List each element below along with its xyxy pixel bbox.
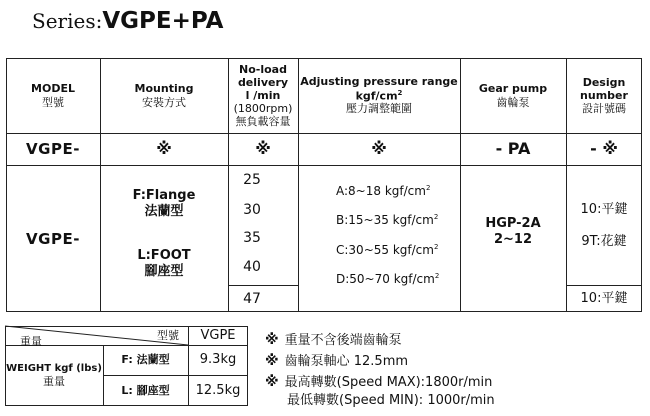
weight-row-label: WEIGHT kgf (lbs) 重量	[6, 362, 102, 388]
code-gear-pump: - PA	[495, 139, 531, 159]
weight-foot-label: L: 腳座型	[121, 383, 170, 397]
note-mark: ※	[265, 353, 279, 369]
weight-corner-weight: 重量	[20, 335, 42, 348]
delivery-value: 40	[243, 258, 261, 275]
mounting-flange: F:Flange 法蘭型	[132, 188, 196, 219]
series-model: VGPE+PA	[102, 8, 224, 34]
weight-flange-value: 9.3kg	[199, 352, 237, 368]
header-pressure: Adjusting pressure range kgf/$cm^2$ 壓力調整範圍	[300, 75, 458, 116]
delivery-value: 25	[243, 171, 261, 188]
note-line: ※ 重量不含後端齒輪泵	[265, 332, 402, 348]
code-model: VGPE-	[26, 140, 80, 158]
weight-foot-value: 12.5kg	[195, 382, 241, 398]
code-pressure: ※	[371, 139, 387, 159]
mounting-foot: L:FOOT 腳座型	[137, 248, 191, 279]
note-mark: ※	[265, 332, 279, 348]
header-gear-pump: Gear pump 齒輪泵	[478, 82, 548, 109]
delivery-value: 35	[243, 229, 261, 246]
pressure-range: A:8~18 kgf/$cm^2$	[336, 184, 431, 198]
gear-pump-spec: HGP-2A 2~12	[485, 216, 541, 247]
header-design: Design number 設計號碼	[580, 75, 628, 116]
body-model: VGPE-	[26, 229, 80, 248]
note-line: 最低轉數(Speed MIN): 1000r/min	[287, 393, 495, 408]
header-delivery: No-load delivery l /min (1800rpm) 無負載容量	[233, 62, 293, 129]
design-flat-key-2: 10:平鍵	[580, 291, 628, 307]
delivery-value: 47	[243, 290, 261, 307]
code-design: - ※	[590, 139, 618, 159]
series-prefix: Series:	[32, 9, 103, 33]
note-line: ※ 最高轉數(Speed MAX):1800r/min	[265, 374, 493, 390]
code-delivery: ※	[255, 139, 271, 159]
code-mounting: ※	[156, 139, 172, 159]
delivery-value: 30	[243, 201, 261, 218]
pressure-range: D:50~70 kgf/$cm^2$	[336, 272, 440, 286]
weight-flange-label: F: 法蘭型	[121, 353, 170, 367]
weight-model: VGPE	[200, 327, 236, 343]
pressure-range: C:30~55 kgf/$cm^2$	[336, 243, 439, 257]
header-mounting: Mounting 安裝方式	[134, 82, 194, 109]
note-line: ※ 齒輪泵軸心 12.5mm	[265, 353, 409, 369]
design-spline: 9T:花鍵	[581, 234, 627, 250]
header-model: MODEL 型號	[31, 82, 75, 109]
pressure-range: B:15~35 kgf/$cm^2$	[336, 213, 439, 227]
weight-corner-model: 型號	[157, 329, 179, 342]
note-mark: ※	[265, 374, 279, 390]
design-flat-key: 10:平鍵	[580, 202, 628, 218]
